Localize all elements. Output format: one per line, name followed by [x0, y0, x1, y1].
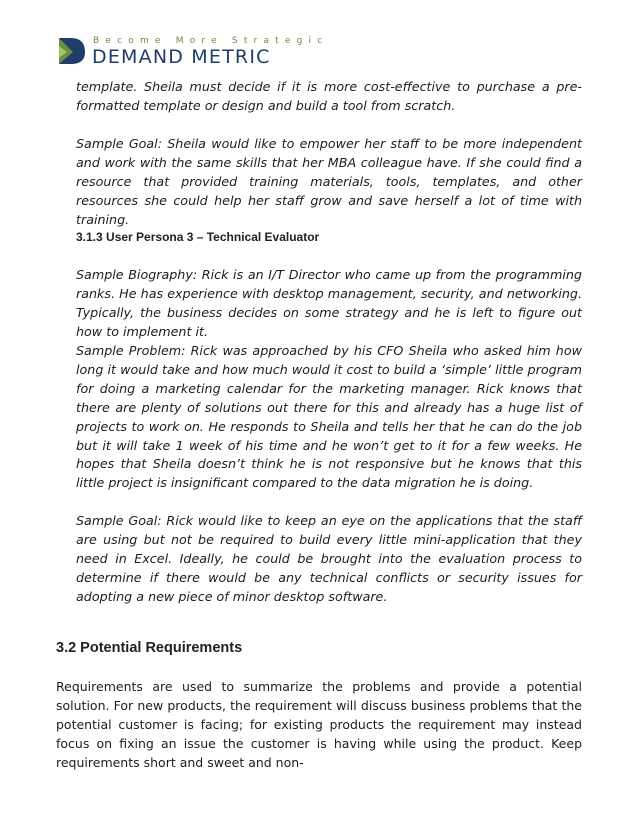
header-brand: DEMAND METRIC — [92, 46, 271, 68]
demand-metric-logo-icon — [57, 36, 87, 66]
header-tagline: Become More Strategic — [93, 36, 329, 46]
page-header — [57, 34, 457, 74]
paragraph-sample-problem: Sample Problem: Rick was approached by his CFO Sheila who asked him how long it would take and how much would it cost to build a ‘simple’ little program for doing a marketing calendar for the marketing manager. Rick knows that there are plenty of solutions out there for this and already has a huge list of projects to work on. He responds to Sheila and tells her that he can do the job but it will take 1 week of his time and he won’t get to it for a few weeks. He hopes that Sheila doesn’t think he is not responsive but he knows that this little project is insignificant compared to the data migration he is doing. — [76, 343, 582, 491]
subsection-heading: 3.1.3 User Persona 3 – Technical Evaluator — [76, 230, 320, 244]
paragraph-requirements: Requirements are used to summarize the problems and provide a potential solution. For new products, the requirement will discuss business problems that the potential customer is facing; for existing products the requirement may instead focus on fixing an issue the customer is having while using the product. Keep requirements short and sweet and non- — [56, 679, 582, 770]
paragraph-sample-biography: Sample Biography: Rick is an I/T Director who came up from the programming ranks. He has experience with desktop management, security, and networking. Typically, the business decides on some strategy and he is left to figure out how to implement it. — [76, 267, 582, 339]
paragraph-template: template. Sheila must decide if it is more cost-effective to purchase a pre-formatted template or design and build a tool from scratch. — [76, 79, 582, 113]
section-heading: 3.2 Potential Requirements — [56, 640, 243, 656]
paragraph-sample-goal-sheila: Sample Goal: Sheila would like to empower her staff to be more independent and work with the same skills that her MBA colleague have. If she could find a resource that provided training materials, tools, templates, and other resources she could help her staff grow and save herself a lot of time with training. — [76, 136, 582, 227]
paragraph-sample-goal-rick: Sample Goal: Rick would like to keep an eye on the applications that the staff are using but not be required to build every little mini-application that they need in Excel. Ideally, he could be brought into the evaluation process to determine if there would be any technical conflicts or security issues for adopting a new piece of minor desktop software. — [76, 513, 582, 604]
